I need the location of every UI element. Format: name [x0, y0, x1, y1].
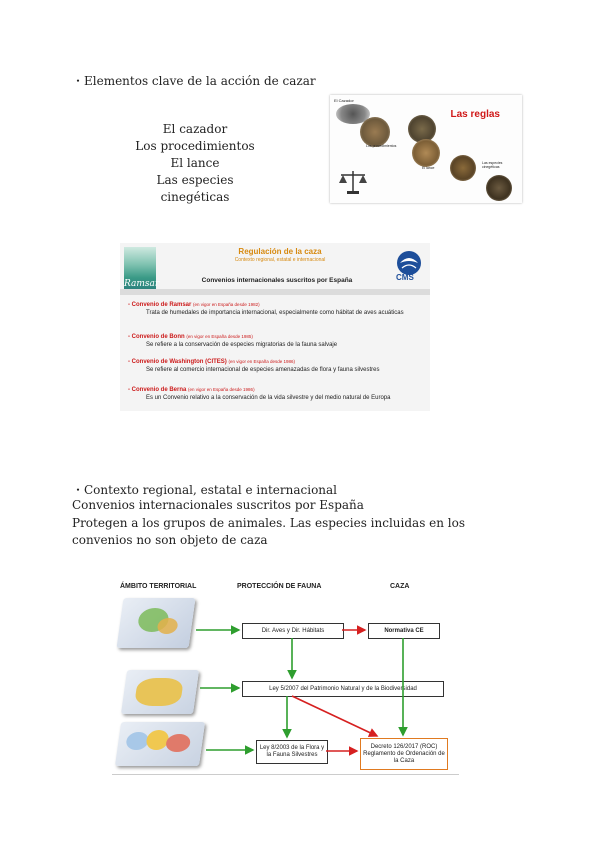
paragraph-protegen: Protegen a los grupos de animales. Las especies incluidas en los convenios no son objeto de caza: [72, 516, 466, 547]
convention-date: (en vigor en España desde 1985): [186, 334, 253, 339]
slide-divider: [120, 289, 430, 295]
convention-item: [128, 386, 424, 402]
column-header-ambito: ÁMBITO TERRITORIAL: [120, 583, 197, 590]
convention-desc: Trata de humedales de importancia internacional, especialmente como hábitat de aves acuáticas: [146, 309, 404, 316]
convention-desc: Se refiere al comercio internacional de especies amenazadas de flora y fauna silvestres: [146, 366, 380, 373]
species-image-2: [486, 175, 512, 201]
box-normativa-ce: Normativa CE: [368, 623, 440, 639]
figure-title: Las reglas: [450, 109, 500, 120]
convention-date: (en vigor en España desde 1986): [188, 387, 255, 392]
list-item: El lance: [170, 156, 220, 170]
convention-date: (en vigor en España desde 1986): [228, 359, 295, 364]
convention-desc: Es un Convenio relativo a la conservación de la vida silvestre y del medio natural de Europa: [146, 394, 391, 401]
cms-logo-text: CMS: [396, 273, 414, 282]
las-reglas-figure: [330, 95, 522, 203]
convention-date: (en vigor en España desde 1982): [193, 302, 260, 307]
arrow-ley-to-decreto: [292, 696, 377, 736]
figure-label-cazador: El Cazador: [334, 98, 354, 103]
convention-name: - Convenio de Bonn: [128, 334, 185, 340]
convention-item: [128, 301, 424, 317]
paragraph-convenios: Convenios internacionales suscritos por España: [72, 498, 364, 512]
section-heading-elementos: ・Elementos clave de la acción de cazar: [72, 74, 316, 88]
convention-item: [128, 358, 424, 374]
section-heading-contexto: ・Contexto regional, estatal e internacional: [72, 483, 338, 497]
procedures-image: [360, 117, 390, 147]
ramsar-logo-text: Ramsar: [124, 279, 160, 289]
box-directivas: Dir. Aves y Dir. Hábitats: [242, 623, 344, 639]
lance-image: [412, 139, 440, 167]
box-decreto: Decreto 126/2017 (ROC) Reglamento de Ordenación de la Caza: [360, 738, 448, 770]
regulacion-slide: [120, 243, 430, 411]
elements-list: [130, 121, 260, 206]
convention-item: [128, 333, 424, 349]
slide-heading: Convenios internacionales suscritos por España: [201, 277, 353, 284]
list-item: El cazador: [162, 122, 228, 136]
box-ley-flora-fauna: Ley 8/2003 de la Flora y la Fauna Silvestres: [256, 740, 328, 764]
cms-logo-icon: [392, 249, 426, 289]
convention-name: - Convenio de Ramsar: [128, 302, 192, 308]
column-header-caza: CAZA: [390, 583, 410, 590]
slide-title: Regulación de la caza: [238, 247, 322, 256]
ambito-diagram: [112, 578, 459, 775]
list-item: Los procedimientos: [135, 139, 255, 153]
species-image-1: [450, 155, 476, 181]
list-item: Las especies cinegéticas: [156, 173, 234, 204]
box-ley-patrimonio: Ley 5/2007 del Patrimonio Natural y de la Biodiversidad: [242, 681, 444, 697]
slide-subtitle: Contexto regional, estatal e internacional: [234, 257, 326, 263]
figure-label-procedimientos: Los procedimientos: [366, 144, 397, 148]
diagram-arrows: [112, 578, 459, 774]
figure-label-lance: El lance: [422, 166, 435, 170]
convention-desc: Se refiere a la conservación de especies migratorias de la fauna salvaje: [146, 341, 338, 348]
scale-icon: [338, 169, 368, 195]
convention-name: - Convenio de Berna: [128, 387, 187, 393]
column-header-proteccion: PROTECCIÓN DE FAUNA: [237, 583, 322, 590]
figure-label-especies: Las especies cinegéticas: [482, 161, 503, 169]
convention-name: - Convenio de Washington (CITES): [128, 359, 227, 365]
